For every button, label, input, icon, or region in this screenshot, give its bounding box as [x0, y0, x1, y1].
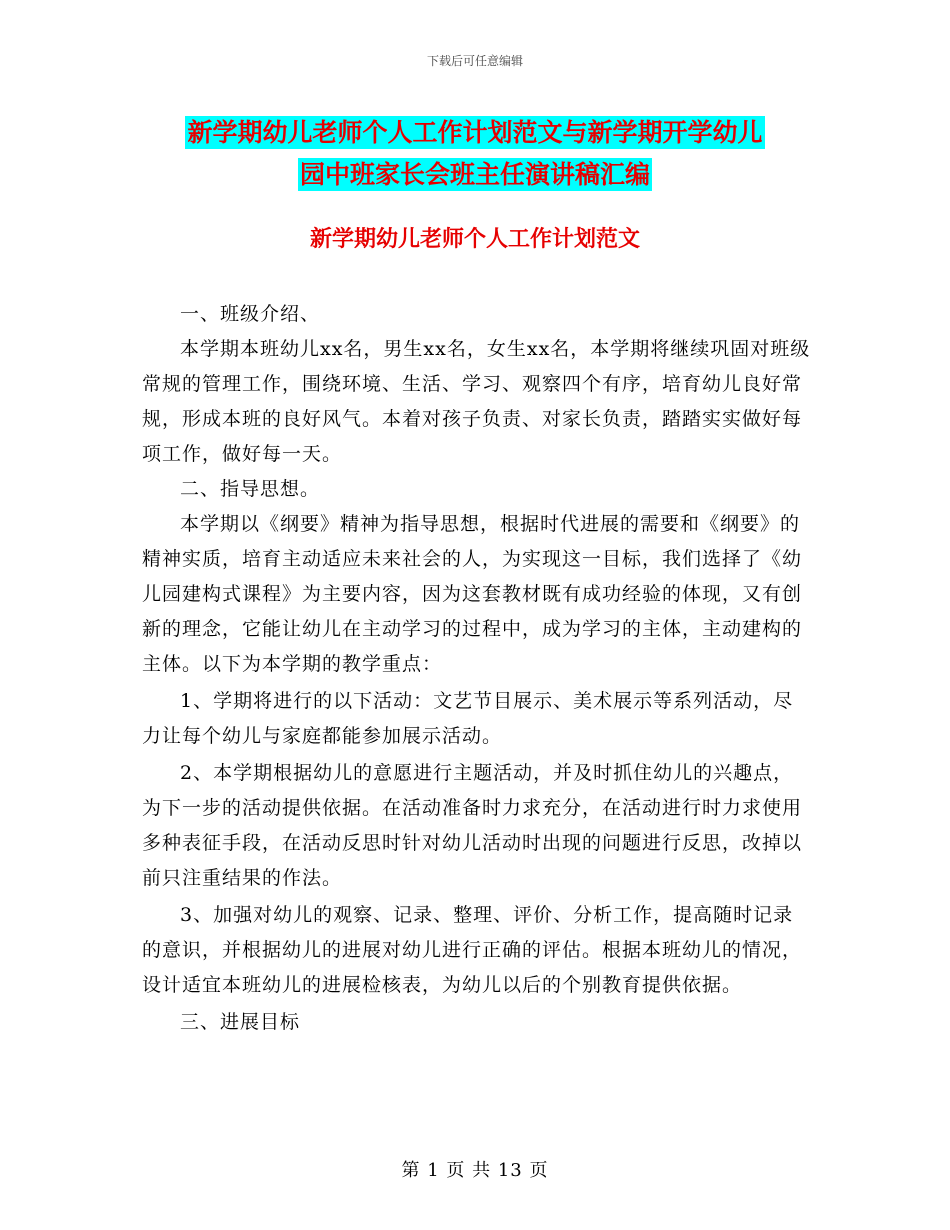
- page-header-note: 下载后可任意编辑: [426, 54, 523, 68]
- paragraph-class-intro: 本学期本班幼儿xx名，男生xx名，女生xx名，本学期将继续巩固对班级常规的管理工作，围绕环境、生活、学习、观察四个有序，培育幼儿良好常规，形成本班的良好风气。本着对孩子负责、对家长负责，踏踏实实做好每项工作，做好每一天。: [142, 338, 811, 465]
- doc-title-line-2: [0, 155, 950, 191]
- paragraph-guiding-thought-heading: 二、指导思想。: [180, 478, 321, 500]
- paragraph-class-intro-heading: 一、班级介绍、: [180, 303, 321, 325]
- doc-title-line-2-text: 园中班家长会班主任演讲稿汇编: [299, 160, 650, 189]
- body-text: [142, 297, 812, 1040]
- section-title: 新学期幼儿老师个人工作计划范文: [309, 226, 640, 252]
- paragraph-point-2: 2、本学期根据幼儿的意愿进行主题活动，并及时抓住幼儿的兴趣点，为下一步的活动提供依据。在活动准备时力求充分，在活动进行时力求使用多种表征手段，在活动反思时针对幼儿活动时出现的问题进行反思，改掉以前只注重结果的作法。: [142, 762, 803, 889]
- paragraph-point-3: 3、加强对幼儿的观察、记录、整理、评价、分析工作，提高随时记录的意识，并根据幼儿的进展对幼儿进行正确的评估。根据本班幼儿的情况，设计适宜本班幼儿的进展检核表，为幼儿以后的个别教育提供依据。: [142, 904, 803, 996]
- paragraph-point-1: 1、学期将进行的以下活动：文艺节目展示、美术展示等系列活动，尽力让每个幼儿与家庭都能参加展示活动。: [142, 690, 794, 747]
- paragraph-guiding-thought: 本学期以《纲要》精神为指导思想，根据时代进展的需要和《纲要》的精神实质，培育主动适应未来社会的人，为实现这一目标，我们选择了《幼儿园建构式课程》为主要内容，因为这套教材既有成功经验的体现，又有创新的理念，它能让幼儿在主动学习的过程中，成为学习的主体，主动建构的主体。以下为本学期的教学重点：: [142, 513, 803, 675]
- page-number: 第 1 页 共 13 页: [401, 1160, 549, 1181]
- paragraph-goals-heading: 三、进展目标: [180, 1011, 301, 1033]
- doc-title-line-1: [0, 113, 950, 149]
- doc-title-line-1-text: 新学期幼儿老师个人工作计划范文与新学期开学幼儿: [187, 118, 763, 147]
